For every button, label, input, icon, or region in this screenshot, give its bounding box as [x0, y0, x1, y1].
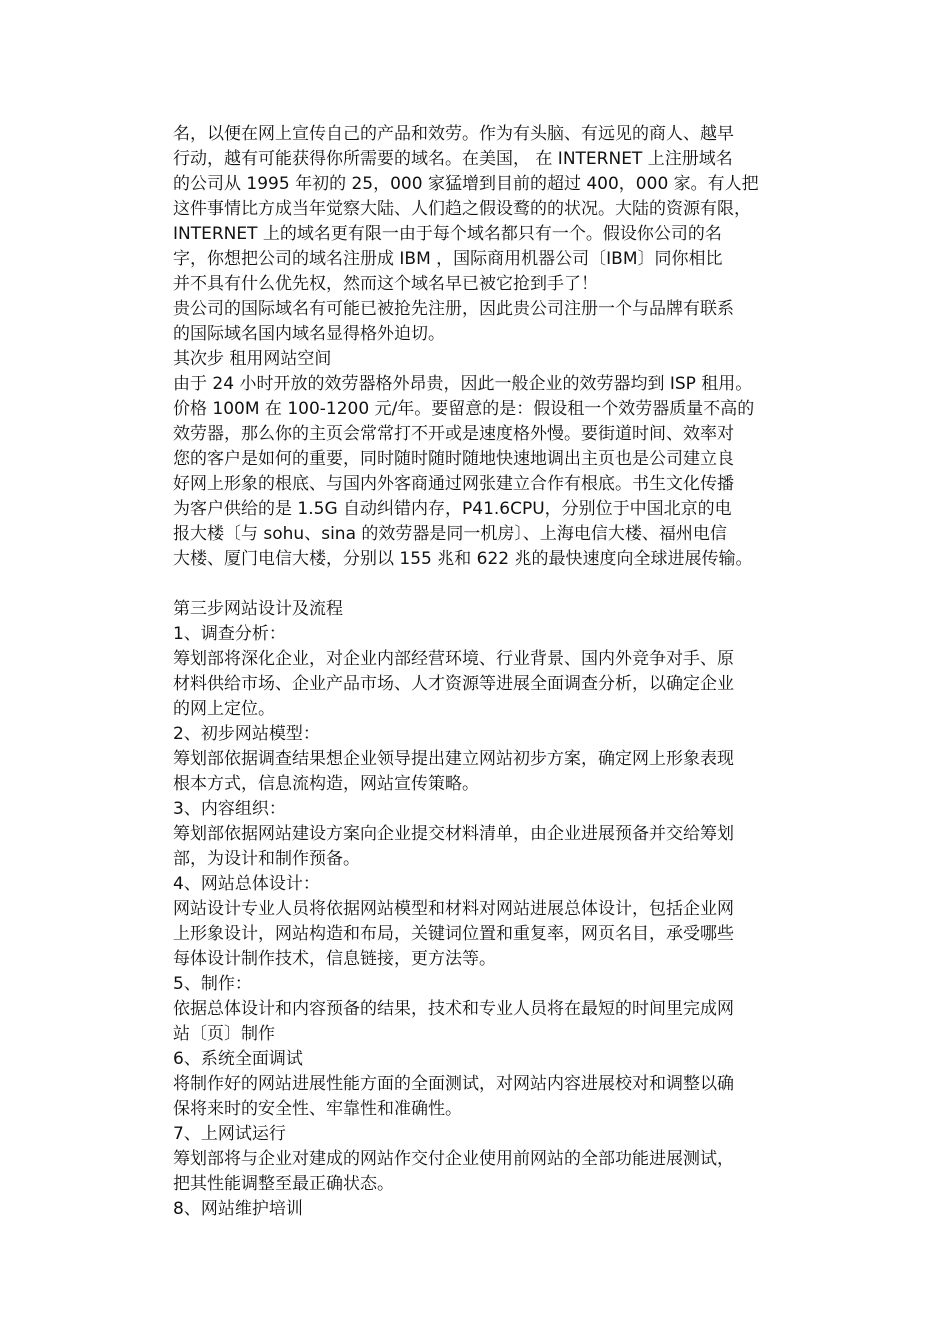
text-line: 部，为设计和制作预备。 — [173, 849, 360, 869]
text-line: 报大楼〔与 sohu、sina 的效劳器是同一机房〕、上海电信大楼、福州电信 — [173, 524, 727, 544]
step-heading: 4、网站总体设计： — [173, 874, 320, 894]
text-line: 筹划部将深化企业，对企业内部经营环境、行业背景、国内外竞争对手、原 — [173, 649, 734, 669]
step-heading: 8、网站维护培训 — [173, 1199, 303, 1219]
text-line: 的网上定位。 — [173, 699, 275, 719]
text-line: 筹划部将与企业对建成的网站作交付企业使用前网站的全部功能进展测试， — [173, 1149, 734, 1169]
step-heading: 6、系统全面调试 — [173, 1049, 303, 1069]
step-heading: 5、制作： — [173, 974, 252, 994]
text-line: 名，以便在网上宣传自己的产品和效劳。作为有头脑、有远见的商人、越早 — [173, 124, 734, 144]
text-line: 您的客户是如何的重要，同时随时随时随地快速地调出主页也是公司建立良 — [173, 449, 734, 469]
document-body — [173, 122, 833, 1222]
blank-line — [173, 572, 833, 597]
text-line: 价格 100M 在 100-1200 元/年。要留意的是：假设租一个效劳器质量不高的 — [173, 399, 755, 419]
text-line: 的公司从 1995 年初的 25，000 家猛增到目前的超过 400，000 家。有人把 — [173, 174, 759, 194]
text-line: 这件事情比方成当年觉察大陆、人们趋之假设鹜的的状况。大陆的资源有限， — [173, 199, 751, 219]
step-heading: 7、上网试运行 — [173, 1124, 286, 1144]
text-line: 贵公司的国际域名有可能已被抢先注册，因此贵公司注册一个与品牌有联系 — [173, 299, 734, 319]
text-line: 把其性能调整至最正确状态。 — [173, 1174, 394, 1194]
text-line: 筹划部依据网站建设方案向企业提交材料清单，由企业进展预备并交给筹划 — [173, 824, 734, 844]
text-line: 行动，越有可能获得你所需要的域名。在美国， 在 INTERNET 上注册域名 — [173, 149, 733, 169]
step-heading: 1、调查分析： — [173, 624, 286, 644]
text-line: 由于 24 小时开放的效劳器格外昂贵，因此一般企业的效劳器均到 ISP 租用。 — [173, 374, 753, 394]
text-line: INTERNET 上的域名更有限一由于每个域名都只有一个。假设你公司的名 — [173, 224, 722, 244]
text-line: 字，你想把公司的域名注册成 IBM ，国际商用机器公司〔IBM〕同你相比 — [173, 249, 723, 269]
text-line: 效劳器，那么你的主页会常常打不开或是速度格外慢。要街道时间、效率对 — [173, 424, 734, 444]
text-line: 的国际域名国内域名显得格外迫切。 — [173, 324, 445, 344]
text-line: 为客户供给的是 1.5G 自动纠错内存，P41.6CPU，分别位于中国北京的电 — [173, 499, 732, 519]
text-line: 站〔页〕制作 — [173, 1024, 275, 1044]
text-line: 并不具有什么优先权，然而这个域名早已被它抢到手了！ — [173, 274, 598, 294]
text-line: 好网上形象的根底、与国内外客商通过网张建立合作有根底。书生文化传播 — [173, 474, 734, 494]
text-line: 保将来时的安全性、牢靠性和准确性。 — [173, 1099, 462, 1119]
section-heading: 第三步网站设计及流程 — [173, 599, 343, 619]
text-line: 依据总体设计和内容预备的结果，技术和专业人员将在最短的时间里完成网 — [173, 999, 734, 1019]
text-line: 网站设计专业人员将依据网站模型和材料对网站进展总体设计，包括企业网 — [173, 899, 734, 919]
text-line: 材料供给市场、企业产品市场、人才资源等进展全面调查分析，以确定企业 — [173, 674, 734, 694]
text-line: 筹划部依据调查结果想企业领导提出建立网站初步方案，确定网上形象表现 — [173, 749, 734, 769]
text-line: 根本方式，信息流构造，网站宣传策略。 — [173, 774, 479, 794]
text-line: 大楼、厦门电信大楼，分别以 155 兆和 622 兆的最快速度向全球进展传输。 — [173, 549, 753, 569]
step-heading: 3、内容组织： — [173, 799, 286, 819]
step-heading: 2、初步网站模型： — [173, 724, 320, 744]
text-line: 将制作好的网站进展性能方面的全面测试，对网站内容进展校对和调整以确 — [173, 1074, 734, 1094]
section-heading: 其次步 租用网站空间 — [173, 349, 332, 369]
text-line: 上形象设计，网站构造和布局，关键词位置和重复率，网页名目，承受哪些 — [173, 924, 734, 944]
text-line: 每体设计制作技术，信息链接，更方法等。 — [173, 949, 496, 969]
